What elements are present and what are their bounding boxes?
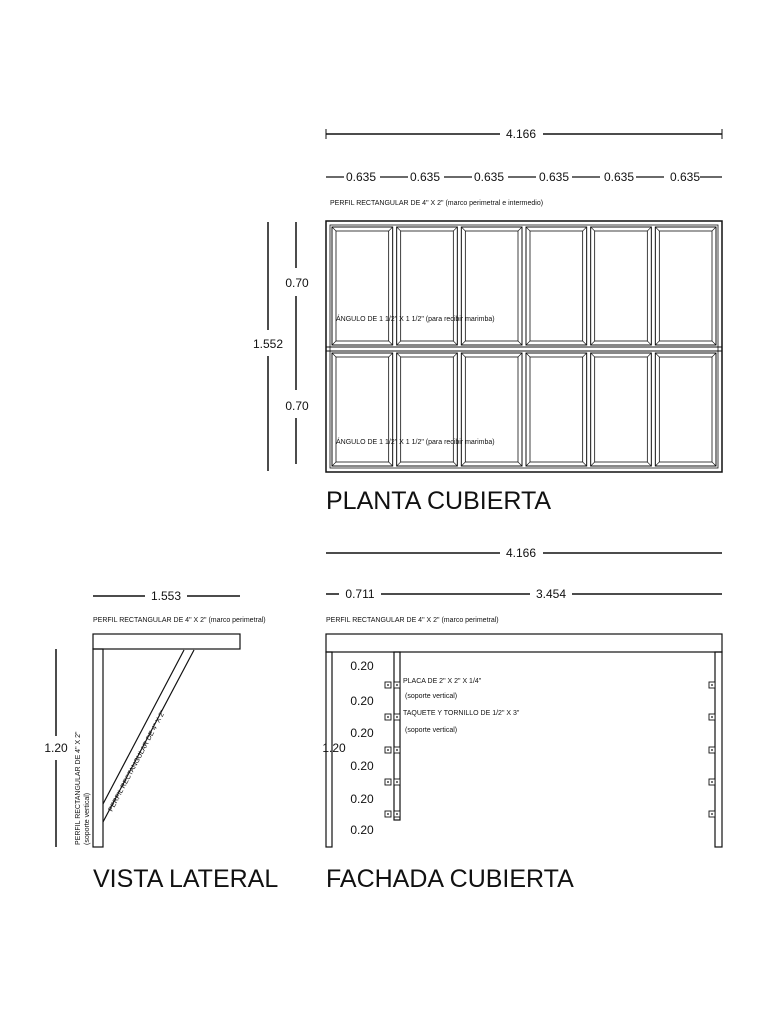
planta-panel	[655, 353, 716, 466]
spacing-4: 0.20	[350, 759, 374, 773]
plate-bolt	[385, 747, 391, 753]
planta-panel	[526, 227, 587, 345]
planta-panel	[397, 353, 458, 466]
fachada-bolt-note-1: TAQUETE Y TORNILLO DE 1/2" X 3"	[403, 710, 520, 717]
lateral-diagonal-note: PERFIL RECTANGULAR DE 4" X 2"	[107, 709, 168, 813]
plate-bolt	[385, 682, 391, 688]
fachada-title: FACHADA CUBIERTA	[326, 865, 574, 893]
lateral-height-dimension	[44, 649, 68, 847]
spacing-3: 0.20	[350, 726, 374, 740]
planta-angle-note-top: ÁNGULO DE 1 1/2" X 1 1/2" (para recibir marimba)	[336, 316, 495, 323]
planta-overall-width: 4.166	[505, 127, 537, 141]
plate-bolt	[394, 779, 400, 785]
fachada-right-width: 3.454	[535, 587, 567, 601]
fachada-plate-note-1: PLACA DE 2" X 2" X 1/4"	[403, 678, 482, 685]
planta-panel	[332, 227, 393, 345]
plate-bolt	[709, 811, 715, 817]
planta-height-dimensions	[253, 222, 309, 471]
lateral-vertical-note-2: (soporte vertical)	[84, 792, 91, 845]
fachada-plates	[385, 682, 715, 817]
planta-overall-width-dimension	[326, 127, 722, 141]
planta-panel	[397, 227, 458, 345]
module-width-2: 0.635	[409, 170, 441, 184]
planta-module-dimensions	[326, 169, 722, 184]
planta-overall-height: 1.552	[252, 337, 284, 351]
plate-bolt	[709, 747, 715, 753]
fachada-cubierta	[322, 546, 722, 893]
plate-bolt	[709, 714, 715, 720]
lateral-title: VISTA LATERAL	[93, 865, 279, 893]
planta-panel	[461, 227, 522, 345]
planta-frame	[326, 221, 722, 472]
vista-lateral	[44, 589, 278, 893]
plate-bolt	[385, 811, 391, 817]
module-width-5: 0.635	[603, 170, 635, 184]
plate-bolt	[394, 747, 400, 753]
fachada-plate-note-2: (soporte vertical)	[405, 693, 458, 700]
lateral-top-beam	[93, 634, 240, 649]
lateral-vertical-note-1: PERFIL RECTANGULAR DE 4" X 2"	[75, 731, 82, 845]
module-width-6: 0.635	[669, 170, 701, 184]
fachada-bolt-note-2: (soporte vertical)	[405, 727, 458, 734]
plate-bolt	[394, 811, 400, 817]
lateral-top-width: 1.553	[150, 589, 182, 603]
planta-panel	[591, 227, 652, 345]
planta-row-height-top: 0.70	[285, 276, 309, 290]
fachada-right-post	[715, 652, 722, 847]
fachada-frame-note: PERFIL RECTANGULAR DE 4" X 2" (marco perimetral)	[326, 617, 499, 624]
lateral-vertical-post	[93, 649, 103, 847]
lateral-frame-note: PERFIL RECTANGULAR DE 4" X 2" (marco perimetral)	[93, 617, 266, 624]
fachada-middle-post	[394, 652, 400, 820]
plate-bolt	[709, 779, 715, 785]
planta-panel	[655, 227, 716, 345]
planta-panel	[591, 353, 652, 466]
planta-panel	[461, 353, 522, 466]
spacing-1: 0.20	[350, 659, 374, 673]
planta-cubierta	[253, 127, 722, 515]
planta-angle-note-bottom: ÁNGULO DE 1 1/2" X 1 1/2" (para recibir marimba)	[336, 439, 495, 446]
fachada-partial-dimensions	[326, 587, 722, 601]
plate-bolt	[385, 714, 391, 720]
fachada-overall-width-dimension	[326, 546, 722, 560]
planta-frame-note: PERFIL RECTANGULAR DE 4" X 2" (marco perimetral e intermedio)	[330, 200, 544, 207]
spacing-6: 0.20	[350, 823, 374, 837]
module-width-4: 0.635	[538, 170, 570, 184]
plate-bolt	[394, 714, 400, 720]
planta-title: PLANTA CUBIERTA	[326, 487, 552, 515]
module-width-3: 0.635	[473, 170, 505, 184]
spacing-2: 0.20	[350, 694, 374, 708]
lateral-height: 1.20	[44, 741, 68, 755]
plate-bolt	[394, 682, 400, 688]
module-width-1: 0.635	[345, 170, 377, 184]
planta-panel	[526, 353, 587, 466]
fachada-left-width: 0.711	[345, 587, 375, 601]
lateral-width-dimension	[93, 589, 240, 603]
planta-panel	[332, 353, 393, 466]
fachada-top-beam	[326, 634, 722, 652]
fachada-spacing-dimensions	[350, 659, 374, 837]
fachada-height: 1.20	[322, 741, 346, 755]
fachada-overall-width: 4.166	[505, 546, 537, 560]
spacing-5: 0.20	[350, 792, 374, 806]
plate-bolt	[385, 779, 391, 785]
planta-row-height-bottom: 0.70	[285, 399, 309, 413]
plate-bolt	[709, 682, 715, 688]
